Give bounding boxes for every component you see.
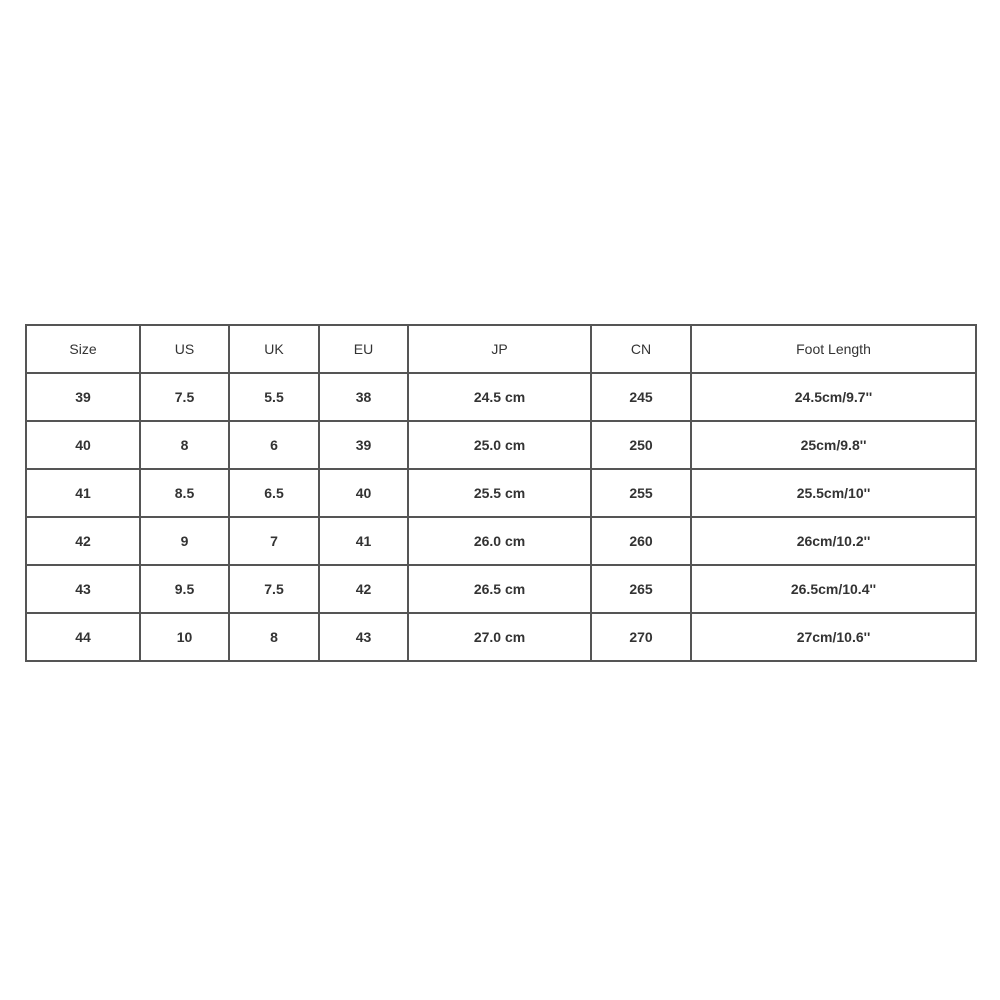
cell-jp: 25.0 cm [408,421,591,469]
cell-uk: 5.5 [229,373,319,421]
cell-foot-length: 26cm/10.2'' [691,517,976,565]
cell-jp: 24.5 cm [408,373,591,421]
header-uk: UK [229,325,319,373]
header-foot-length: Foot Length [691,325,976,373]
cell-jp: 27.0 cm [408,613,591,661]
cell-cn: 265 [591,565,691,613]
table-row [26,613,976,661]
table-header-row [26,325,976,373]
table-row [26,421,976,469]
cell-uk: 7.5 [229,565,319,613]
cell-size: 41 [26,469,140,517]
cell-eu: 42 [319,565,408,613]
cell-us: 9.5 [140,565,229,613]
size-chart-table [25,324,977,662]
cell-us: 7.5 [140,373,229,421]
header-cn: CN [591,325,691,373]
cell-foot-length: 25.5cm/10'' [691,469,976,517]
cell-cn: 250 [591,421,691,469]
cell-us: 8 [140,421,229,469]
cell-cn: 260 [591,517,691,565]
cell-size: 42 [26,517,140,565]
table-row [26,517,976,565]
cell-eu: 40 [319,469,408,517]
cell-size: 44 [26,613,140,661]
table-row [26,469,976,517]
cell-uk: 8 [229,613,319,661]
header-us: US [140,325,229,373]
cell-jp: 25.5 cm [408,469,591,517]
header-eu: EU [319,325,408,373]
cell-size: 39 [26,373,140,421]
cell-uk: 6 [229,421,319,469]
cell-eu: 41 [319,517,408,565]
cell-eu: 38 [319,373,408,421]
cell-eu: 39 [319,421,408,469]
cell-size: 43 [26,565,140,613]
table-row [26,565,976,613]
cell-foot-length: 25cm/9.8'' [691,421,976,469]
cell-uk: 6.5 [229,469,319,517]
cell-size: 40 [26,421,140,469]
header-jp: JP [408,325,591,373]
cell-cn: 270 [591,613,691,661]
cell-cn: 245 [591,373,691,421]
cell-foot-length: 24.5cm/9.7'' [691,373,976,421]
table-row [26,373,976,421]
cell-us: 10 [140,613,229,661]
cell-jp: 26.5 cm [408,565,591,613]
cell-us: 9 [140,517,229,565]
cell-jp: 26.0 cm [408,517,591,565]
header-size: Size [26,325,140,373]
cell-cn: 255 [591,469,691,517]
cell-foot-length: 27cm/10.6'' [691,613,976,661]
cell-uk: 7 [229,517,319,565]
cell-foot-length: 26.5cm/10.4'' [691,565,976,613]
cell-us: 8.5 [140,469,229,517]
cell-eu: 43 [319,613,408,661]
